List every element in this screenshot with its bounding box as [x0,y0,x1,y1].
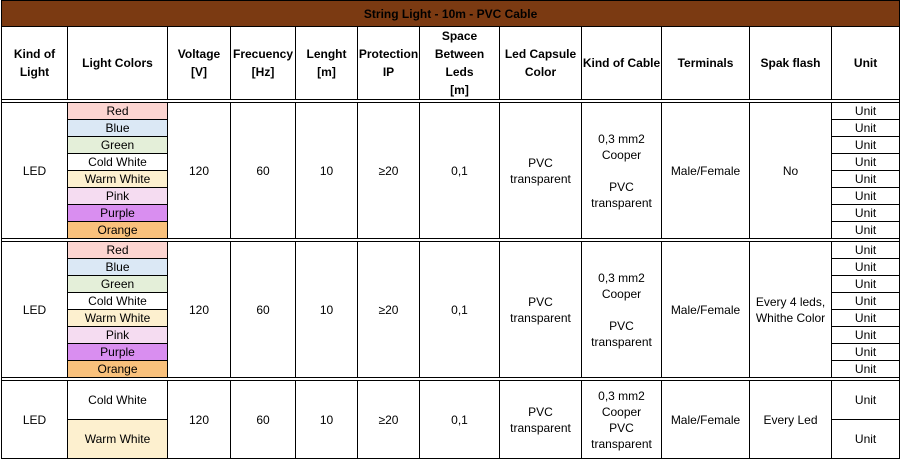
capsule-cell: PVC transparent [500,381,582,459]
length-cell: 10 [296,103,358,239]
light-color-cell: Orange [68,222,168,239]
voltage-cell: 120 [168,103,231,239]
light-color-cell: Purple [68,205,168,222]
capsule-cell: PVC transparent [500,242,582,378]
unit-cell: Unit [832,361,900,378]
table-row [2,103,900,120]
unit-cell: Unit [832,327,900,344]
space-cell: 0,1 [420,381,500,459]
header-row [2,27,900,100]
light-color-cell: Blue [68,259,168,276]
unit-cell: Unit [832,344,900,361]
light-color-cell: Red [68,103,168,120]
light-color-cell: Cold White [68,154,168,171]
unit-cell: Unit [832,381,900,420]
ip-cell: ≥20 [358,242,420,378]
length-cell: 10 [296,381,358,459]
cable-cell: 0,3 mm2 Cooper PVC transparent [582,103,662,239]
unit-cell: Unit [832,137,900,154]
unit-cell: Unit [832,171,900,188]
unit-cell: Unit [832,188,900,205]
light-color-cell: Purple [68,344,168,361]
header-unit: Unit [832,27,900,100]
light-color-cell: Cold White [68,381,168,420]
terminals-cell: Male/Female [662,103,750,239]
flash-cell: Every Led [750,381,832,459]
cable-cell: 0,3 mm2 Cooper PVC transparent [582,242,662,378]
flash-cell: No [750,103,832,239]
space-cell: 0,1 [420,103,500,239]
frequency-cell: 60 [231,103,296,239]
frequency-cell: 60 [231,242,296,378]
table-row [2,381,900,420]
terminals-cell: Male/Female [662,381,750,459]
header-cable: Kind of Cable [582,27,662,100]
frequency-cell: 60 [231,381,296,459]
unit-cell: Unit [832,242,900,259]
unit-cell: Unit [832,310,900,327]
unit-cell: Unit [832,293,900,310]
kind-cell: LED [2,242,68,378]
kind-cell: LED [2,103,68,239]
light-color-cell: Pink [68,327,168,344]
kind-cell: LED [2,381,68,459]
voltage-cell: 120 [168,242,231,378]
unit-cell: Unit [832,222,900,239]
light-color-cell: Warm White [68,171,168,188]
length-cell: 10 [296,242,358,378]
light-color-cell: Orange [68,361,168,378]
terminals-cell: Male/Female [662,242,750,378]
cable-cell: 0,3 mm2 Cooper PVC transparent [582,381,662,459]
header-voltage: Voltage [V] [168,27,231,100]
unit-cell: Unit [832,420,900,459]
header-terminals: Terminals [662,27,750,100]
flash-cell: Every 4 leds, Whithe Color [750,242,832,378]
unit-cell: Unit [832,120,900,137]
header-flash: Spak flash [750,27,832,100]
ip-cell: ≥20 [358,103,420,239]
spec-table [1,0,900,459]
unit-cell: Unit [832,259,900,276]
header-ip: Protection IP [358,27,420,100]
header-space: Space Between Leds [m] [420,27,500,100]
header-capsule: Led Capsule Color [500,27,582,100]
unit-cell: Unit [832,154,900,171]
table-row [2,242,900,259]
header-length: Lenght [m] [296,27,358,100]
unit-cell: Unit [832,103,900,120]
light-color-cell: Warm White [68,310,168,327]
header-kind: Kind of Light [2,27,68,100]
header-frequency: Frecuency [Hz] [231,27,296,100]
table-title: String Light - 10m - PVC Cable [2,1,900,27]
header-colors: Light Colors [68,27,168,100]
unit-cell: Unit [832,276,900,293]
space-cell: 0,1 [420,242,500,378]
voltage-cell: 120 [168,381,231,459]
light-color-cell: Blue [68,120,168,137]
light-color-cell: Red [68,242,168,259]
capsule-cell: PVC transparent [500,103,582,239]
light-color-cell: Green [68,137,168,154]
light-color-cell: Green [68,276,168,293]
ip-cell: ≥20 [358,381,420,459]
light-color-cell: Warm White [68,420,168,459]
light-color-cell: Cold White [68,293,168,310]
light-color-cell: Pink [68,188,168,205]
title-row [2,1,900,27]
unit-cell: Unit [832,205,900,222]
